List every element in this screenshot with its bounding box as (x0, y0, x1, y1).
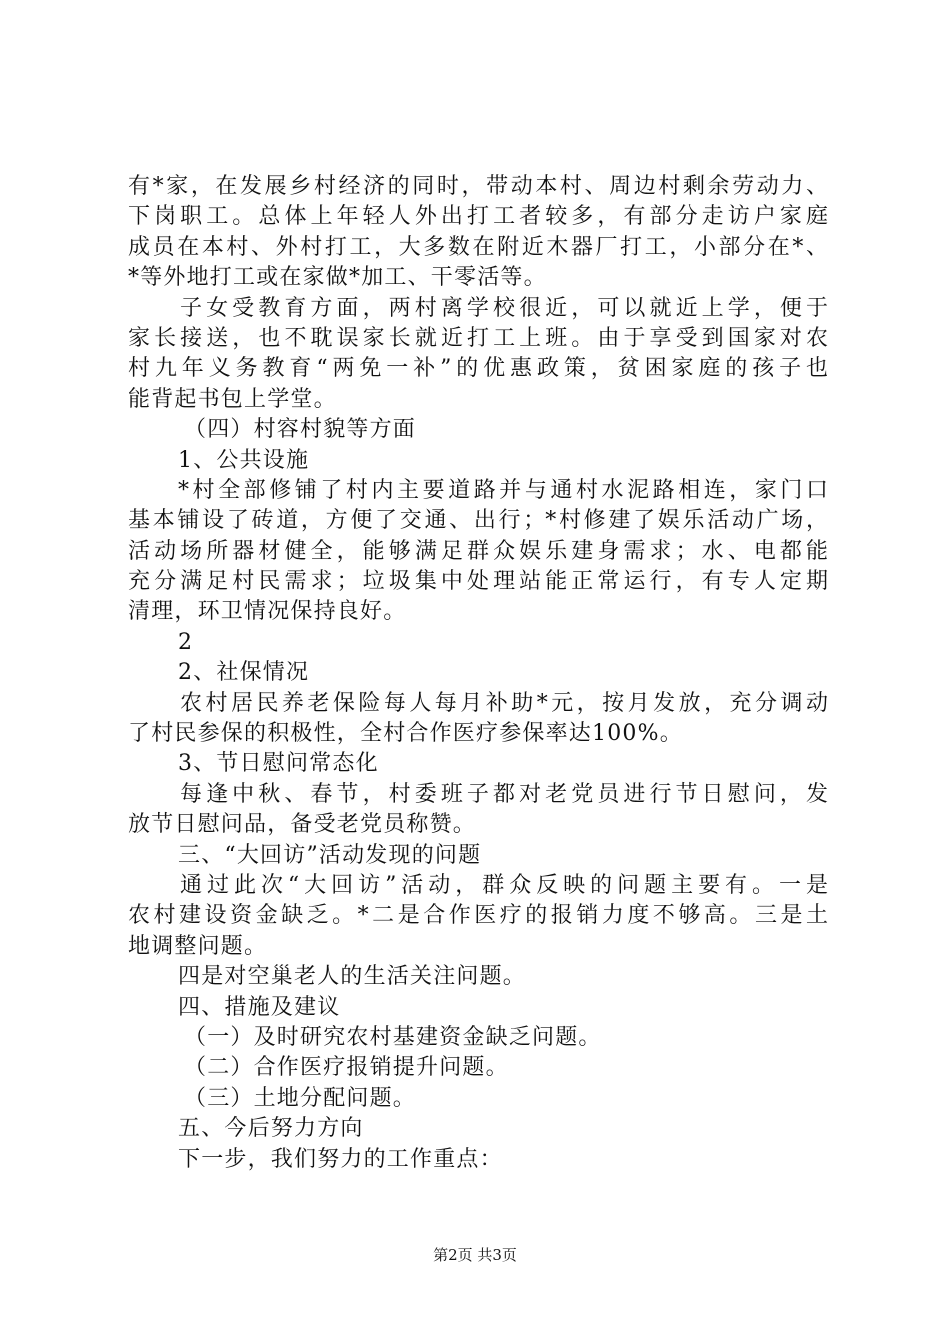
text-line: 家长接送，也不耽误家长就近打工上班。由于享受到国家对农 (128, 325, 828, 351)
text-line: *村全部修铺了村内主要道路并与通村水泥路相连，家门口 (178, 477, 828, 503)
text-line: 充分满足村民需求；垃圾集中处理站能正常运行，有专人定期 (128, 569, 828, 595)
text-line: 下一步，我们努力的工作重点： (178, 1146, 503, 1172)
text-line: （二）合作医疗报销提升问题。 (184, 1055, 509, 1081)
text-line: 活动场所器材健全，能够满足群众娱乐建身需求；水、电都能 (128, 538, 828, 564)
text-line: 清理，环卫情况保持良好。 (128, 599, 407, 625)
text-line: 四、措施及建议 (178, 994, 341, 1020)
text-line: 通过此次“大回访”活动，群众反映的问题主要有。一是 (180, 872, 828, 898)
text-line: （一）及时研究农村基建资金缺乏问题。 (184, 1024, 602, 1050)
text-line: 2 (178, 629, 194, 655)
text-line: 放节日慰问品，备受老党员称赞。 (128, 812, 477, 838)
text-line: 五、今后努力方向 (178, 1116, 364, 1142)
document-body (128, 172, 828, 1175)
text-line: 农村建设资金缺乏。*二是合作医疗的报销力度不够高。三是土 (128, 903, 828, 929)
text-line: 成员在本村、外村打工，大多数在附近木器厂打工，小部分在*、 (128, 234, 828, 260)
text-line: 每逢中秋、春节，村委班子都对老党员进行节日慰问，发 (180, 781, 828, 807)
text-line: 农村居民养老保险每人每月补助*元，按月发放，充分调动 (180, 690, 828, 716)
page-footer: 第2页 共3页 (433, 1246, 517, 1264)
text-line: 3、节日慰问常态化 (178, 751, 379, 777)
text-line: 下岗职工。总体上年轻人外出打工者较多，有部分走访户家庭 (128, 204, 828, 230)
text-line: 2、社保情况 (178, 660, 310, 686)
text-line: 能背起书包上学堂。 (128, 386, 337, 412)
text-line: 基本铺设了砖道，方便了交通、出行；*村修建了娱乐活动广场， (128, 508, 828, 534)
text-line: 子女受教育方面，两村离学校很近，可以就近上学，便于 (180, 295, 828, 321)
text-line: 1、公共设施 (178, 447, 310, 473)
text-line: 地调整问题。 (128, 933, 268, 959)
text-line: 三、“大回访”活动发现的问题 (178, 842, 482, 868)
text-line: *等外地打工或在家做*加工、干零活等。 (128, 265, 547, 291)
text-line: 了村民参保的积极性，全村合作医疗参保率达100%。 (128, 721, 683, 747)
text-line: （四）村容村貌等方面 (184, 417, 417, 443)
text-line: （三）土地分配问题。 (184, 1085, 417, 1111)
text-line: 村九年义务教育“两免一补”的优惠政策，贫困家庭的孩子也 (128, 356, 828, 382)
text-line: 四是对空巢老人的生活关注问题。 (178, 964, 527, 990)
text-line: 有*家，在发展乡村经济的同时，带动本村、周边村剩余劳动力、 (128, 174, 828, 199)
